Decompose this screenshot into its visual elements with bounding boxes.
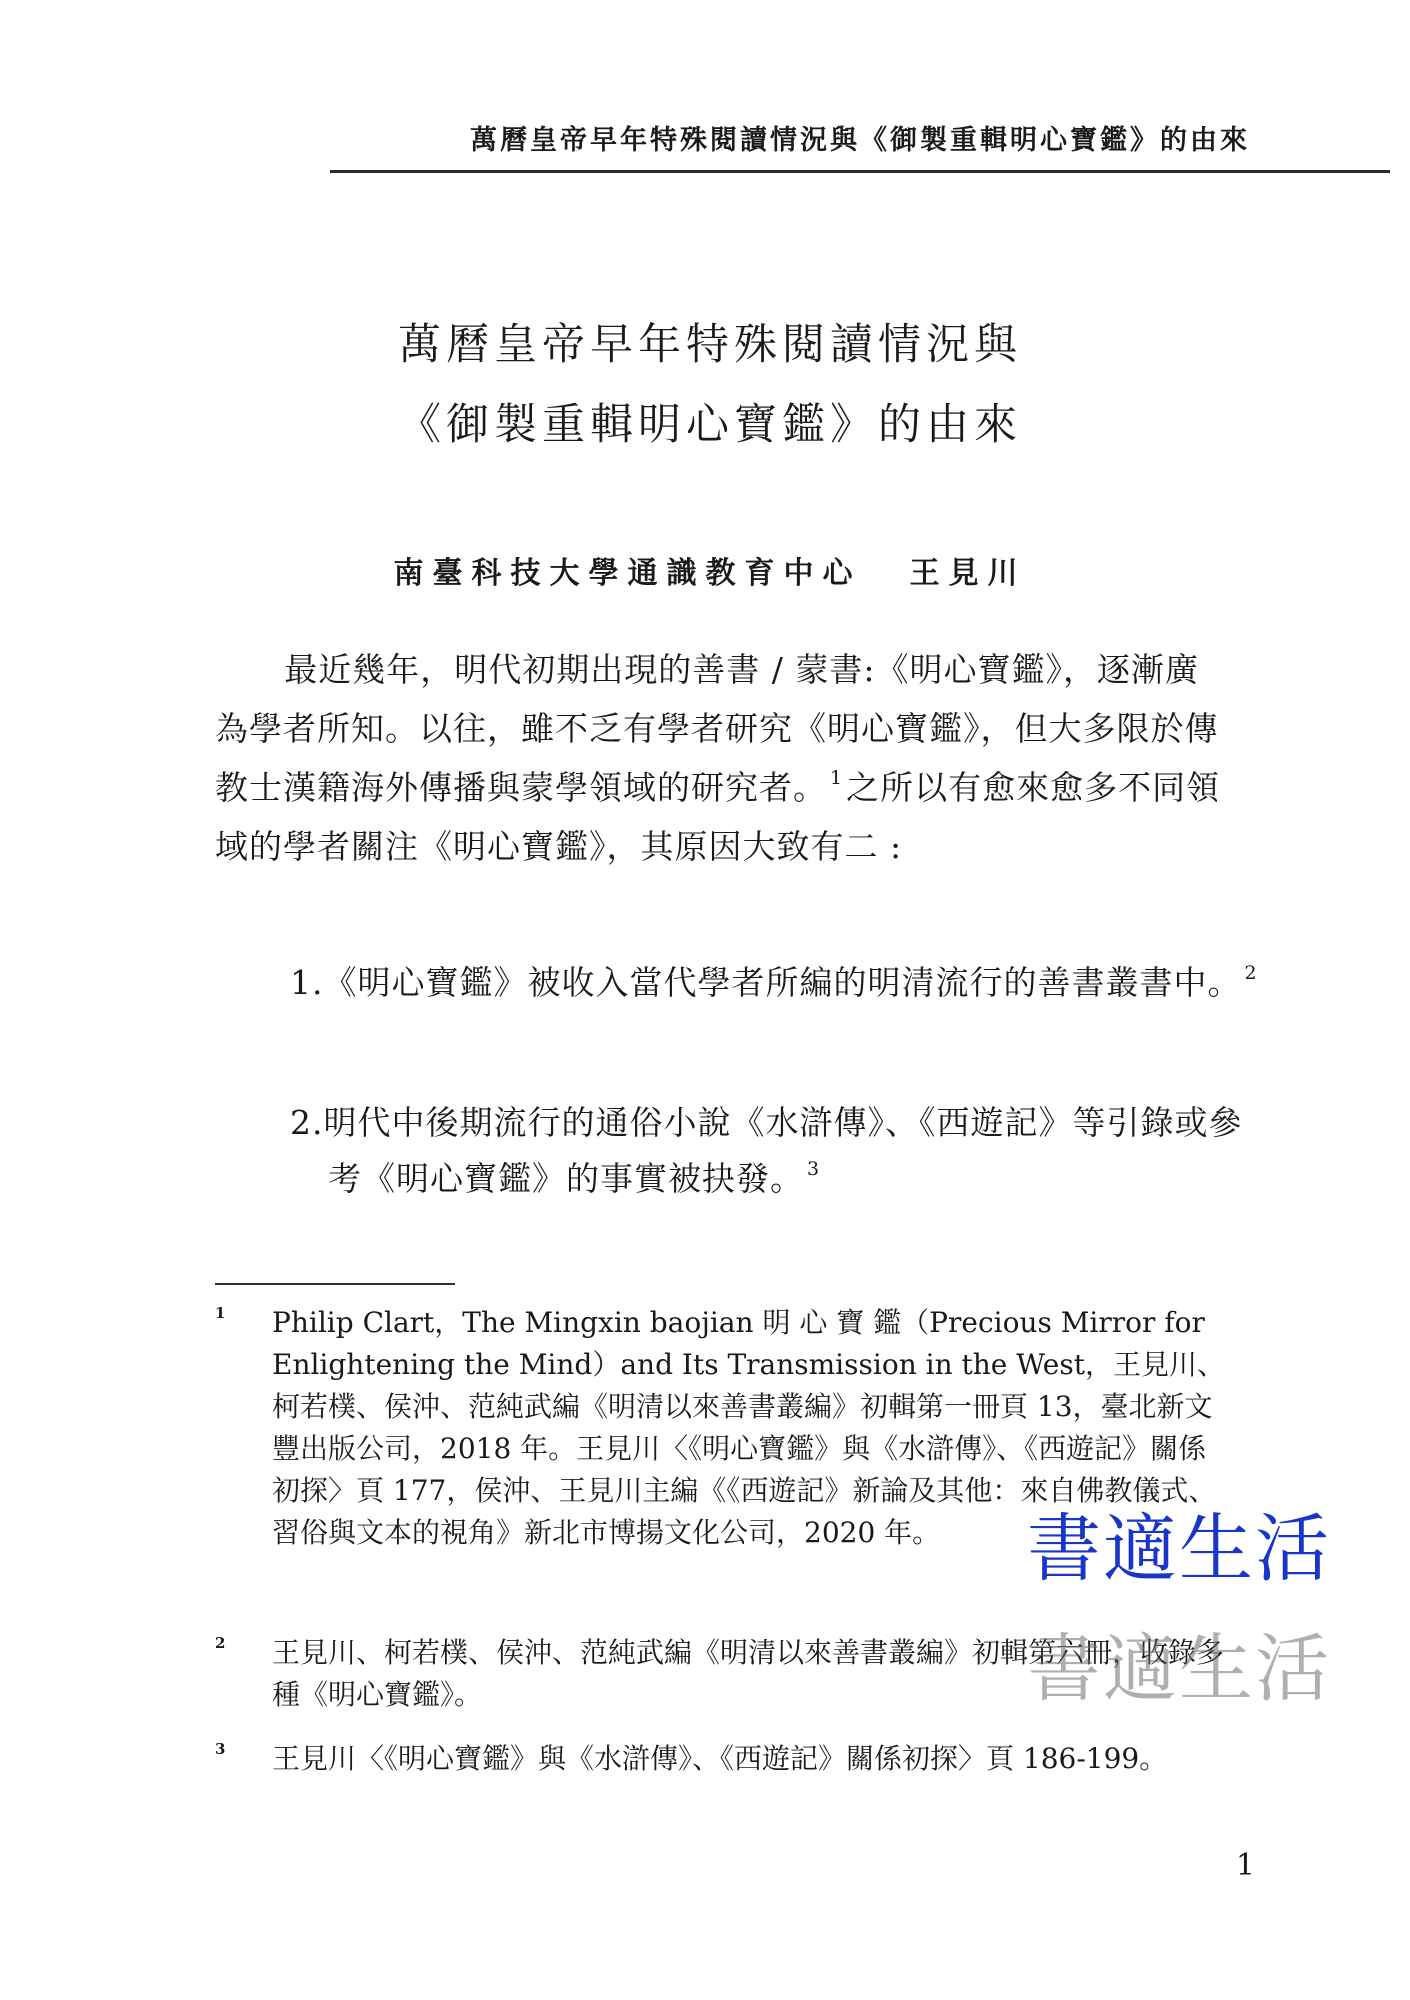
footnote-text: 王見川〈《明心寶鑑》與《水滸傳》、《西遊記》關係初探〉頁 186-199。	[272, 1742, 1168, 1775]
body-paragraph	[215, 640, 1225, 876]
body-text-part-2: 之所以有愈來愈多不同領域的學者關注《明心寶鑑》，其原因大致有二 :	[215, 768, 1221, 866]
page-number: 1	[1235, 1848, 1255, 1883]
footnote-ref-1[interactable]: 1	[830, 767, 844, 789]
title-line-1: 萬曆皇帝早年特殊閱讀情況與	[398, 320, 1022, 370]
footnote-number: 2	[215, 1634, 226, 1652]
header-rule	[330, 170, 1390, 173]
footnote-number: 3	[215, 1740, 226, 1758]
author-line	[210, 548, 1210, 592]
list-text: 《明心寶鑑》被收入當代學者所編的明清流行的善書叢書中。	[323, 963, 1242, 1002]
watermark-blue: 書適生活	[1027, 1506, 1331, 1592]
running-header: 萬曆皇帝早年特殊閱讀情況與《御製重輯明心寶鑑》的由來	[470, 125, 1250, 156]
list-item	[290, 1095, 1268, 1207]
author-name: 王見川	[909, 556, 1027, 591]
list-marker: 1.	[290, 963, 324, 1002]
body-text-part-1: 最近幾年，明代初期出現的善書 / 蒙書:《明心寶鑑》，逐漸廣為學者所知。以往，雖不乏有學者研究《明心寶鑑》，但大多限於傳教士漢籍海外傳播與蒙學領域的研究者。	[215, 650, 1219, 807]
title-line-2: 《御製重輯明心寶鑑》的由來	[398, 400, 1022, 450]
footnote-separator	[215, 1283, 455, 1285]
list-text: 明代中後期流行的通俗小說《水滸傳》、《西遊記》等引錄或參考《明心寶鑑》的事實被抉發。	[323, 1103, 1243, 1198]
list-marker: 2.	[290, 1103, 324, 1142]
affiliation: 南臺科技大學通識教育中心	[393, 556, 862, 591]
footnote-text: 王見川、柯若樸、侯沖、范純武編《明清以來善書叢編》初輯第六冊，收錄多種《明心寶鑑》。	[272, 1636, 1225, 1711]
list-item	[290, 955, 1268, 1011]
footnote-number: 1	[215, 1304, 226, 1322]
footnote-text: Philip Clart，The Mingxin baojian 明 心 寶 鑑（Precious Mirror for Enlightening the Mind）and Its Transmission in the West，王見川、柯若樸、侯沖、范純武編《明清以來善書叢編》初輯第一冊頁 13，臺北新文豐出版公司，2018 年。王見川〈《明心寶鑑》與《水滸傳》、《西遊記》關係初探〉頁 177，侯沖、王見川主編《《西遊記》新論及其他：來自佛教儀式、習俗與文本的視角》新北市博揚文化公司，2020 年。	[272, 1306, 1225, 1549]
footnote-ref-3[interactable]: 3	[807, 1158, 821, 1180]
footnote-ref-2[interactable]: 2	[1244, 962, 1258, 984]
watermark-gray: 書適生活	[1027, 1626, 1331, 1712]
footnote-3	[215, 1738, 1225, 1780]
article-title	[210, 305, 1210, 465]
